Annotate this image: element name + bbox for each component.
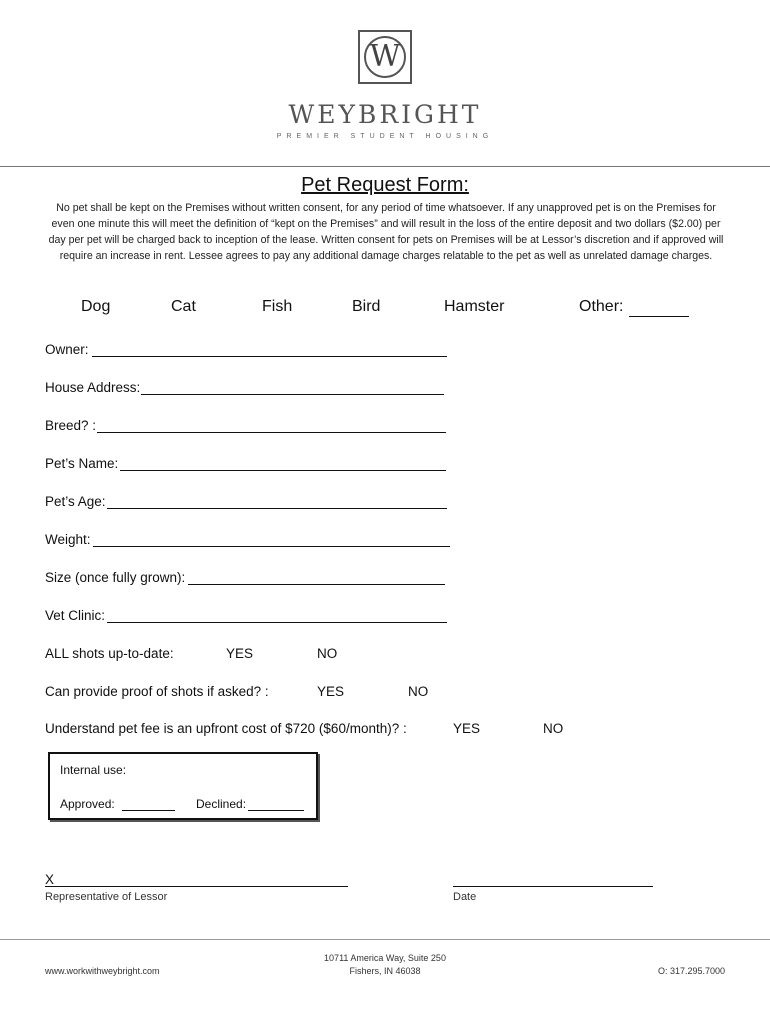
pet-name-input[interactable]: [120, 470, 446, 471]
breed-label: Breed? :: [45, 418, 97, 433]
declined-input[interactable]: [248, 810, 304, 811]
internal-use-box: [48, 752, 318, 820]
date-line[interactable]: [453, 886, 653, 887]
weight-label: Weight:: [45, 532, 91, 547]
pet-option-fish[interactable]: Fish: [262, 298, 293, 315]
pet-option-other[interactable]: Other:: [579, 298, 624, 315]
signature-mark: X: [45, 872, 55, 887]
pet-age-label: Pet’s Age:: [45, 494, 106, 509]
owner-input[interactable]: [92, 356, 447, 357]
logo-letter: W: [364, 36, 406, 78]
pet-option-cat[interactable]: Cat: [171, 298, 196, 315]
vet-clinic-input[interactable]: [107, 622, 447, 623]
proof-no-option[interactable]: NO: [408, 684, 429, 699]
approved-label: Approved:: [60, 797, 115, 811]
internal-use-title: Internal use:: [60, 763, 127, 777]
page-title: Pet Request Form:: [301, 174, 469, 196]
pet-option-dog[interactable]: Dog: [81, 298, 111, 315]
representative-label: Representative of Lessor: [45, 891, 168, 903]
owner-label: Owner:: [45, 342, 89, 357]
footer-address-line2: Fishers, IN 46038: [349, 966, 421, 976]
fee-no-option[interactable]: NO: [543, 721, 564, 736]
shots-no-option[interactable]: NO: [317, 646, 338, 661]
representative-signature-line[interactable]: [45, 886, 348, 887]
date-label: Date: [453, 891, 477, 903]
brand-name: WEYBRIGHT: [288, 100, 482, 129]
shots-question: ALL shots up-to-date:: [45, 646, 174, 661]
fee-yes-option[interactable]: YES: [453, 721, 481, 736]
house-address-label: House Address:: [45, 380, 141, 395]
policy-paragraph: No pet shall be kept on the Premises without written consent, for any period of time whatsoever. If any unapproved pet is on the Premises for even one minute this will meet the definition of “kept on the Premises” and will result in the loss of the entire deposit and two dollars ($2.00) per day per pet will be charged back to inception of the lease. Written consent for pets on Premises will be at Lessor’s discretion and if approved will require an increase in rent. Lessee agrees to pay any additional damage charges relatable to the pet as well as unrelated damage charges.: [48, 202, 724, 262]
brand-tagline: PREMIER STUDENT HOUSING: [276, 133, 494, 140]
house-address-input[interactable]: [141, 394, 444, 395]
proof-yes-option[interactable]: YES: [317, 684, 345, 699]
footer-address-line1: 10711 America Way, Suite 250: [324, 953, 446, 963]
weight-input[interactable]: [93, 546, 450, 547]
header-divider: [0, 166, 770, 167]
footer-website[interactable]: www.workwithweybright.com: [45, 966, 160, 976]
pet-option-hamster[interactable]: Hamster: [444, 298, 505, 315]
vet-clinic-label: Vet Clinic:: [45, 608, 106, 623]
footer-divider: [0, 939, 770, 940]
proof-question: Can provide proof of shots if asked? :: [45, 684, 269, 699]
pet-option-bird[interactable]: Bird: [352, 298, 381, 315]
size-input[interactable]: [188, 584, 445, 585]
pet-name-label: Pet’s Name:: [45, 456, 119, 471]
other-pet-input[interactable]: [629, 316, 689, 317]
breed-input[interactable]: [97, 432, 446, 433]
footer-phone: O: 317.295.7000: [657, 966, 725, 976]
size-label: Size (once fully grown):: [45, 570, 186, 585]
fee-question: Understand pet fee is an upfront cost of $720 ($60/month)? :: [45, 721, 407, 736]
declined-label: Declined:: [196, 797, 247, 811]
logo-mark: [358, 30, 412, 84]
shots-yes-option[interactable]: YES: [226, 646, 254, 661]
approved-input[interactable]: [122, 810, 175, 811]
pet-age-input[interactable]: [107, 508, 447, 509]
